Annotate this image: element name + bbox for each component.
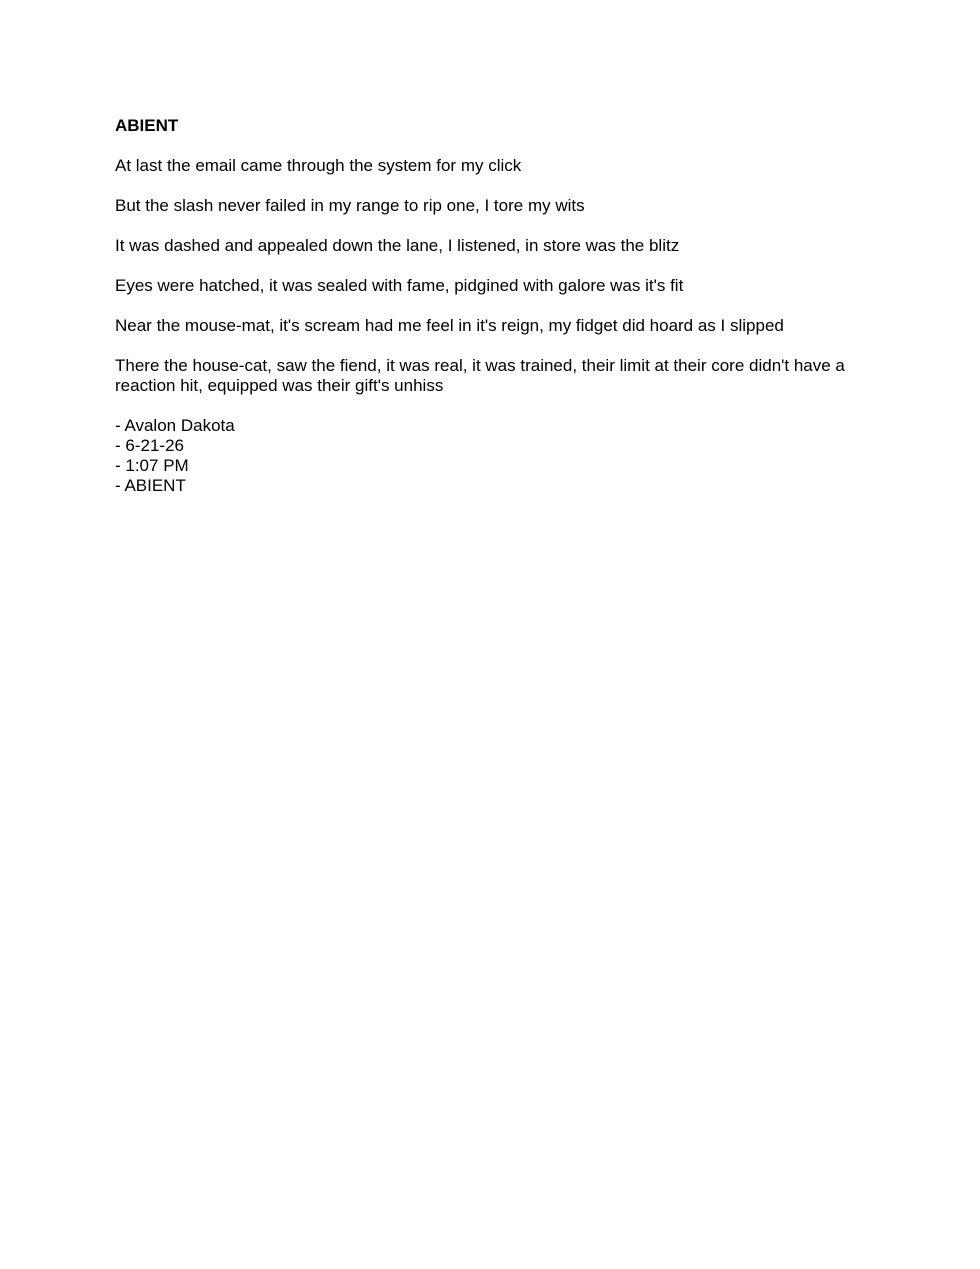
author-name: - Avalon Dakota bbox=[115, 416, 235, 435]
poem-line-1: At last the email came through the system for my click bbox=[115, 156, 522, 175]
poem-body bbox=[115, 116, 875, 496]
poem-line-5: Near the mouse-mat, it's scream had me feel in it's reign, my fidget did hoard as I slipped bbox=[115, 316, 784, 335]
time-line: - 1:07 PM bbox=[115, 456, 189, 475]
poem-title: ABIENT bbox=[115, 116, 179, 135]
poem-line-3: It was dashed and appealed down the lane, I listened, in store was the blitz bbox=[115, 236, 680, 255]
closing-title: - ABIENT bbox=[115, 476, 186, 495]
signature-block bbox=[115, 416, 875, 496]
poem-line-4: Eyes were hatched, it was sealed with fame, pidgined with galore was it's fit bbox=[115, 276, 684, 295]
date-line: - 6-21-26 bbox=[115, 436, 184, 455]
poem-line-2: But the slash never failed in my range to rip one, I tore my wits bbox=[115, 196, 585, 215]
poem-line-6: There the house-cat, saw the fiend, it was real, it was trained, their limit at their core didn't have a reaction hit, equipped was their gift's unhiss bbox=[115, 356, 845, 395]
